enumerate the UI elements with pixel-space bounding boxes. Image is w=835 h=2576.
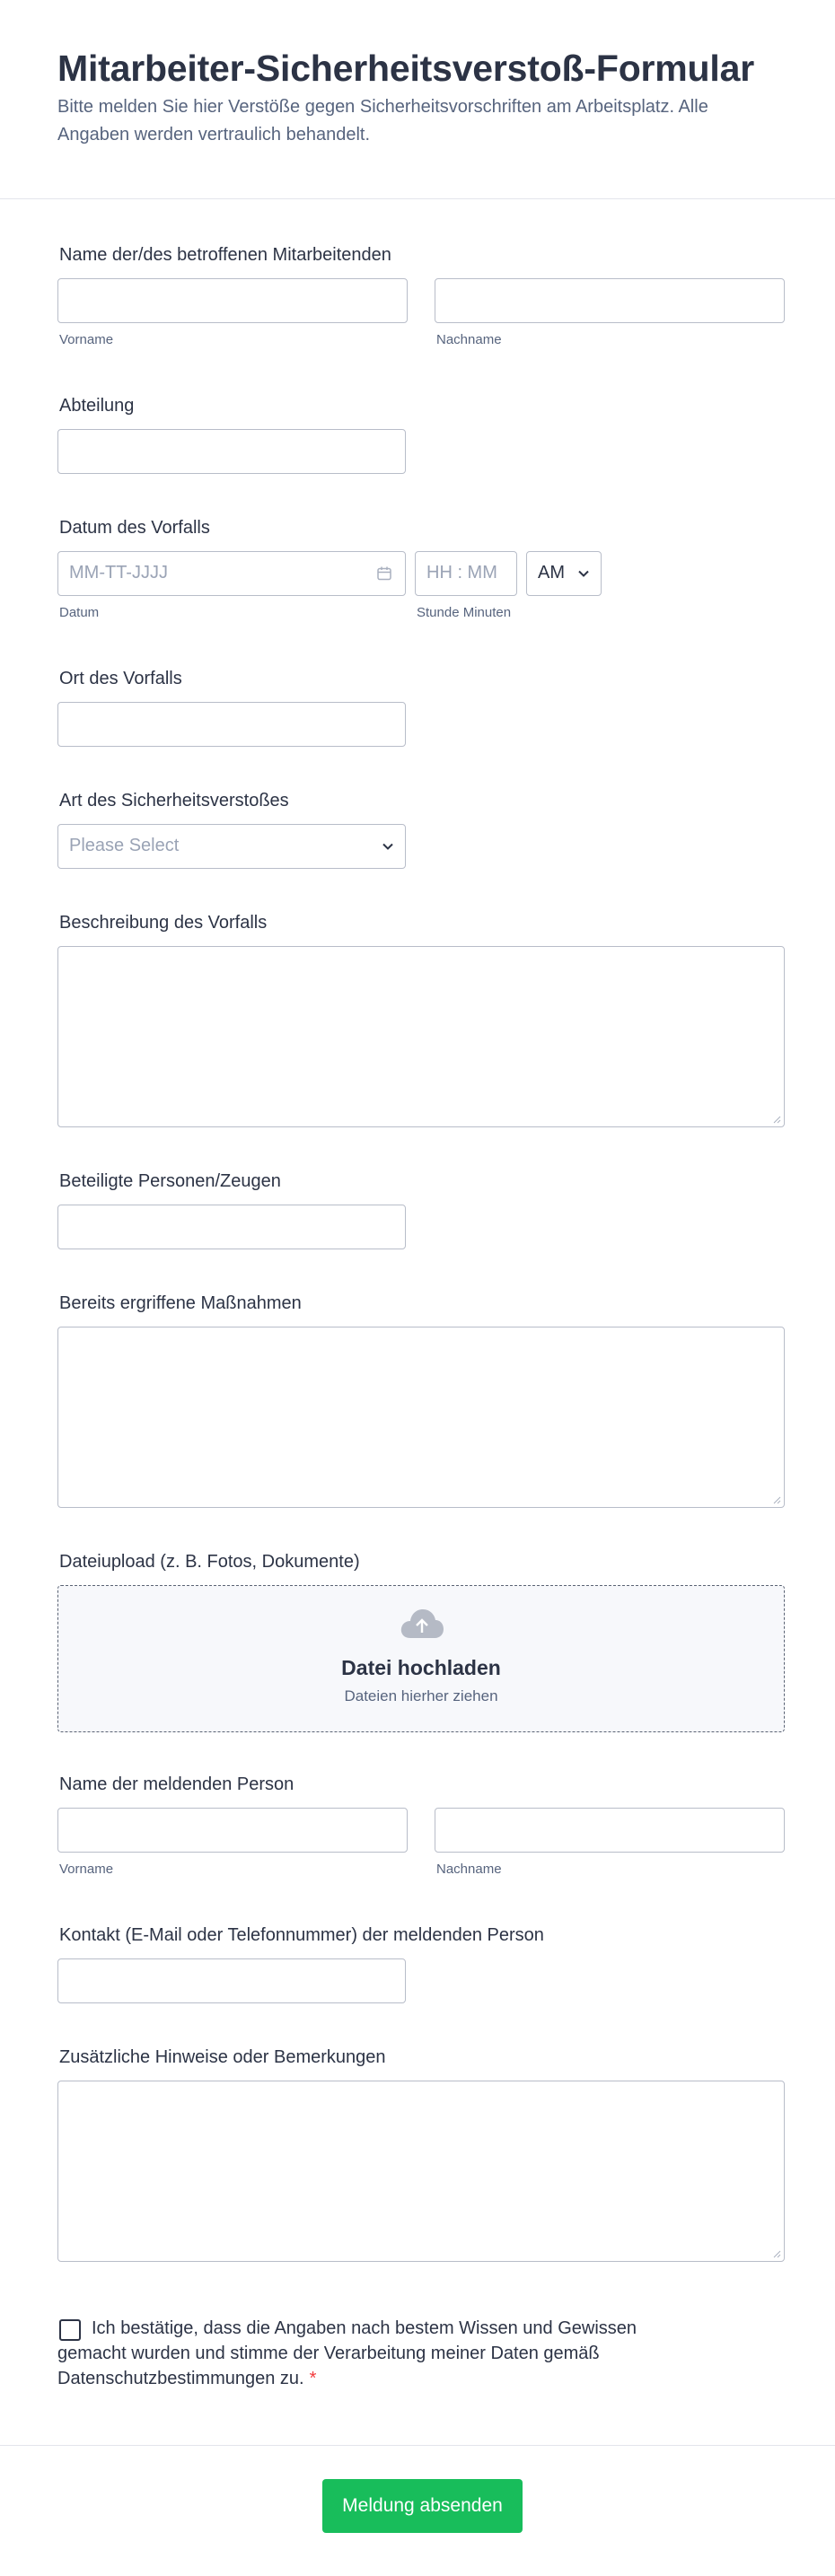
description-textarea[interactable] [57, 946, 785, 1127]
date-input[interactable] [57, 551, 406, 596]
violation-type-field [57, 788, 785, 855]
department-input[interactable] [57, 429, 406, 474]
time-placeholder: HH : MM [426, 563, 497, 583]
reporter-first-name-sublabel: Vorname [59, 1862, 114, 1877]
file-upload-dropzone[interactable] [57, 1585, 785, 1732]
location-input[interactable] [57, 702, 406, 747]
notes-label: Zusätzliche Hinweise oder Bemerkungen [59, 2047, 386, 2067]
witnesses-input[interactable] [57, 1205, 406, 1249]
reporter-first-name-input[interactable] [57, 1808, 408, 1853]
resize-handle-icon[interactable] [772, 1115, 781, 1124]
location-label: Ort des Vorfalls [59, 669, 182, 688]
measures-textarea[interactable] [57, 1327, 785, 1508]
upload-subtitle: Dateien hierher ziehen [344, 1687, 498, 1704]
notes-textarea[interactable] [57, 2081, 785, 2262]
measures-field [57, 1291, 785, 1316]
resize-handle-icon[interactable] [772, 2249, 781, 2258]
required-mark: * [309, 2369, 317, 2388]
employee-first-name-sublabel: Vorname [59, 332, 114, 347]
violation-type-select[interactable] [57, 824, 406, 869]
employee-name-field [57, 242, 785, 347]
cloud-upload-icon [400, 1608, 444, 1644]
consent-label [57, 2316, 686, 2391]
date-sublabel: Datum [59, 605, 100, 620]
chevron-down-icon [577, 567, 590, 584]
reporter-name-field [57, 1772, 785, 1877]
date-placeholder: MM-TT-JJJJ [69, 563, 168, 583]
violation-type-placeholder: Please Select [69, 836, 180, 855]
calendar-icon[interactable] [376, 565, 392, 582]
incident-date-field [57, 515, 785, 620]
notes-field [57, 2045, 785, 2070]
contact-label: Kontakt (E-Mail oder Telefonnummer) der meldenden Person [59, 1925, 544, 1945]
time-input[interactable] [415, 551, 517, 596]
reporter-name-label: Name der meldenden Person [59, 1774, 294, 1794]
contact-field [57, 1923, 785, 1948]
description-field [57, 910, 785, 935]
consent-checkbox[interactable] [59, 2319, 81, 2341]
measures-label: Bereits ergriffene Maßnahmen [59, 1293, 302, 1313]
employee-last-name-input[interactable] [435, 278, 785, 323]
employee-first-name-input[interactable] [57, 278, 408, 323]
reporter-last-name-input[interactable] [435, 1808, 785, 1853]
submit-button[interactable]: Meldung absenden [322, 2479, 523, 2533]
location-field [57, 666, 785, 691]
form-description: Bitte melden Sie hier Verstöße gegen Sicherheitsvorschriften am Arbeitsplatz. Alle Angaben werden vertraulich behandelt. [57, 97, 708, 145]
upload-field [57, 1549, 785, 1704]
reporter-last-name-sublabel: Nachname [436, 1862, 502, 1877]
chevron-down-icon [382, 840, 394, 857]
form-footer [0, 2445, 835, 2576]
consent-field [57, 2316, 785, 2391]
witnesses-field [57, 1169, 785, 1194]
contact-input[interactable] [57, 1958, 406, 2003]
violation-type-label: Art des Sicherheitsverstoßes [59, 791, 289, 810]
consent-text: Ich bestätige, dass die Angaben nach bestem Wissen und Gewissen gemacht wurden und stimme der Verarbeitung meiner Daten gemäß Datenschutzbestimmungen zu. [57, 2318, 637, 2388]
ampm-select[interactable] [526, 551, 602, 596]
upload-title: Datei hochladen [341, 1656, 501, 1679]
department-label: Abteilung [59, 396, 135, 416]
upload-label: Dateiupload (z. B. Fotos, Dokumente) [59, 1552, 360, 1572]
time-sublabel: Stunde Minuten [417, 605, 512, 620]
employee-last-name-sublabel: Nachname [436, 332, 502, 347]
employee-name-label: Name der/des betroffenen Mitarbeitenden [59, 245, 391, 265]
ampm-value: AM [538, 563, 565, 583]
department-field [57, 393, 785, 418]
form-header [0, 0, 835, 199]
incident-date-label: Datum des Vorfalls [59, 518, 210, 538]
resize-handle-icon[interactable] [772, 1495, 781, 1504]
description-label: Beschreibung des Vorfalls [59, 913, 268, 933]
witnesses-label: Beteiligte Personen/Zeugen [59, 1171, 281, 1191]
form-title: Mitarbeiter-Sicherheitsverstoß-Formular [57, 48, 754, 89]
